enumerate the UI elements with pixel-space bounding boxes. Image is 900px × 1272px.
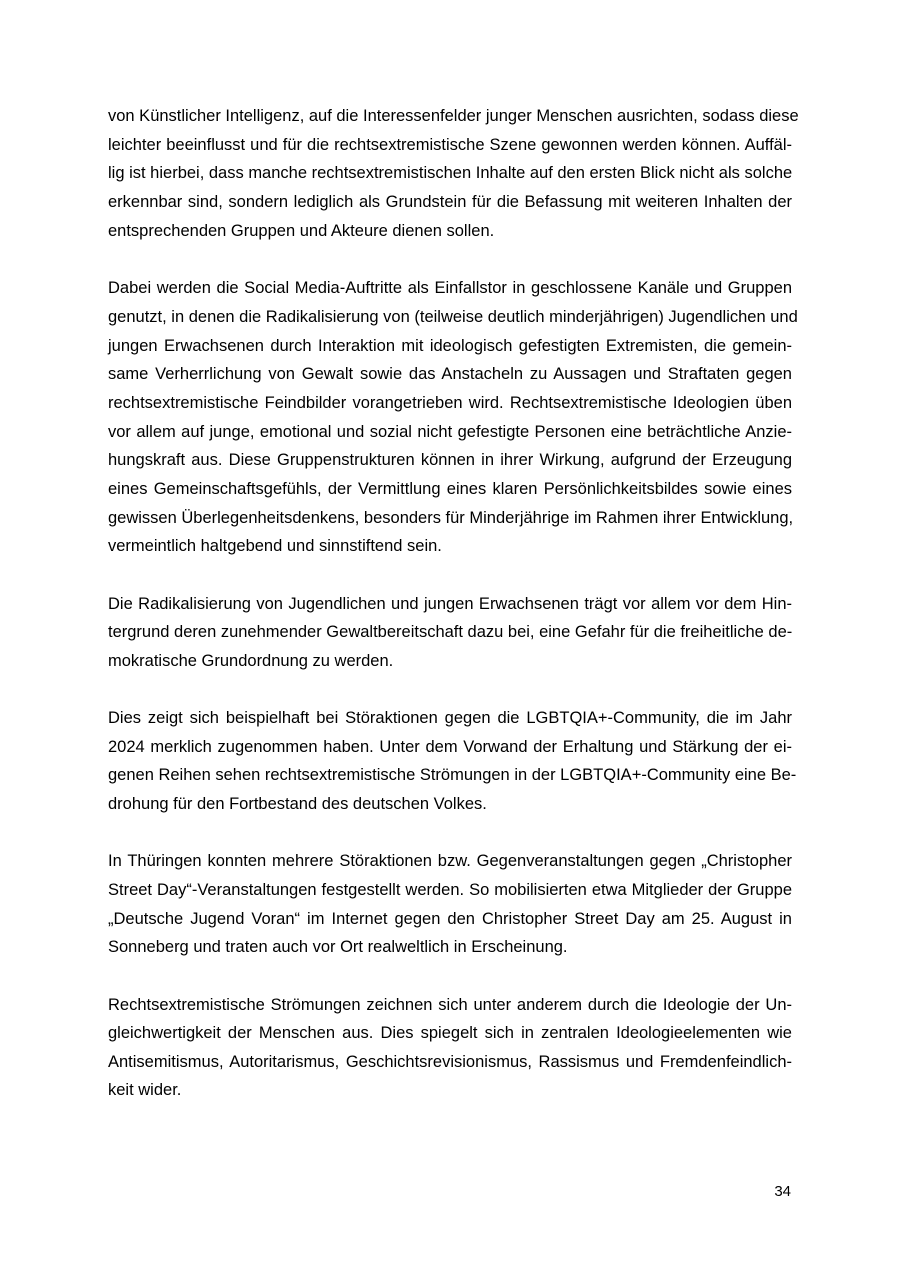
paragraph-1-line-4: erkennbar sind, sondern lediglich als Grundstein für die Befassung mit weiteren Inhalten der — [108, 193, 792, 211]
paragraph-2-line-4: same Verherrlichung von Gewalt sowie das Anstacheln zu Aussagen und Straftaten gegen — [108, 365, 792, 383]
paragraph-5-line-3: „Deutsche Jugend Voran“ im Internet gegen den Christopher Street Day am 25. August in — [108, 910, 792, 928]
paragraph-3-line-1: Die Radikalisierung von Jugendlichen und jungen Erwachsenen trägt vor allem vor dem Hin- — [108, 595, 792, 613]
paragraph-4-line-3: genen Reihen sehen rechtsextremistische Strömungen in der LGBTQIA+-Community eine Be- — [108, 766, 797, 784]
paragraph-4-line-1: Dies zeigt sich beispielhaft bei Störaktionen gegen die LGBTQIA+-Community, die im Jahr — [108, 709, 792, 727]
paragraph-6-line-2: gleichwertigkeit der Menschen aus. Dies spiegelt sich in zentralen Ideologieelementen wie — [108, 1024, 792, 1042]
paragraph-2-line-1: Dabei werden die Social Media-Auftritte als Einfallstor in geschlossene Kanäle und Gruppen — [108, 279, 792, 297]
paragraph-4-line-2: 2024 merklich zugenommen haben. Unter dem Vorwand der Erhaltung und Stärkung der ei- — [108, 738, 792, 756]
paragraph-3-line-2: tergrund deren zunehmender Gewaltbereitschaft dazu bei, eine Gefahr für die freiheitliche de- — [108, 623, 793, 641]
paragraph-2-line-9: gewissen Überlegenheitsdenkens, besonders für Minderjährige im Rahmen ihrer Entwicklung, — [108, 509, 794, 527]
paragraph-2-line-2: genutzt, in denen die Radikalisierung von (teilweise deutlich minderjährigen) Jugendlichen und — [108, 308, 798, 326]
paragraph-1-line-1: von Künstlicher Intelligenz, auf die Interessenfelder junger Menschen ausrichten, sodass diese — [108, 107, 799, 125]
paragraph-2-line-8: eines Gemeinschaftsgefühls, der Vermittlung eines klaren Persönlichkeitsbildes sowie eines — [108, 480, 792, 498]
paragraph-2-line-7: hungskraft aus. Diese Gruppenstrukturen können in ihrer Wirkung, aufgrund der Erzeugung — [108, 451, 792, 469]
paragraph-6-line-3: Antisemitismus, Autoritarismus, Geschichtsrevisionismus, Rassismus und Fremdenfeindlich- — [108, 1053, 792, 1071]
paragraph-2-line-3: jungen Erwachsenen durch Interaktion mit ideologisch gefestigten Extremisten, die gemein- — [108, 337, 792, 355]
paragraph-2-line-5: rechtsextremistische Feindbilder vorangetrieben wird. Rechtsextremistische Ideologien üben — [108, 394, 792, 412]
paragraph-2-line-10: vermeintlich haltgebend und sinnstiftend sein. — [108, 537, 442, 555]
paragraph-5-line-1: In Thüringen konnten mehrere Störaktionen bzw. Gegenveranstaltungen gegen „Christopher — [108, 852, 792, 870]
paragraph-3-line-3: mokratische Grundordnung zu werden. — [108, 652, 394, 670]
paragraph-1-line-3: lig ist hierbei, dass manche rechtsextremistischen Inhalte auf den ersten Blick nicht als solche — [108, 164, 793, 182]
paragraph-4-line-4: drohung für den Fortbestand des deutschen Volkes. — [108, 795, 487, 813]
paragraph-1-line-2: leichter beeinflusst und für die rechtsextremistische Szene gewonnen werden können. Auffäl- — [108, 136, 792, 154]
paragraph-2-line-6: vor allem auf junge, emotional und sozial nicht gefestigte Personen eine beträchtliche Anzie- — [108, 423, 792, 441]
page-number: 34 — [774, 1183, 791, 1200]
paragraph-1-line-5: entsprechenden Gruppen und Akteure dienen sollen. — [108, 222, 495, 240]
paragraph-5-line-2: Street Day“-Veranstaltungen festgestellt werden. So mobilisierten etwa Mitglieder der Gruppe — [108, 881, 792, 899]
paragraph-6-line-4: keit wider. — [108, 1081, 182, 1099]
paragraph-5-line-4: Sonneberg und traten auch vor Ort realweltlich in Erscheinung. — [108, 938, 568, 956]
paragraph-6-line-1: Rechtsextremistische Strömungen zeichnen sich unter anderem durch die Ideologie der Un- — [108, 996, 792, 1014]
